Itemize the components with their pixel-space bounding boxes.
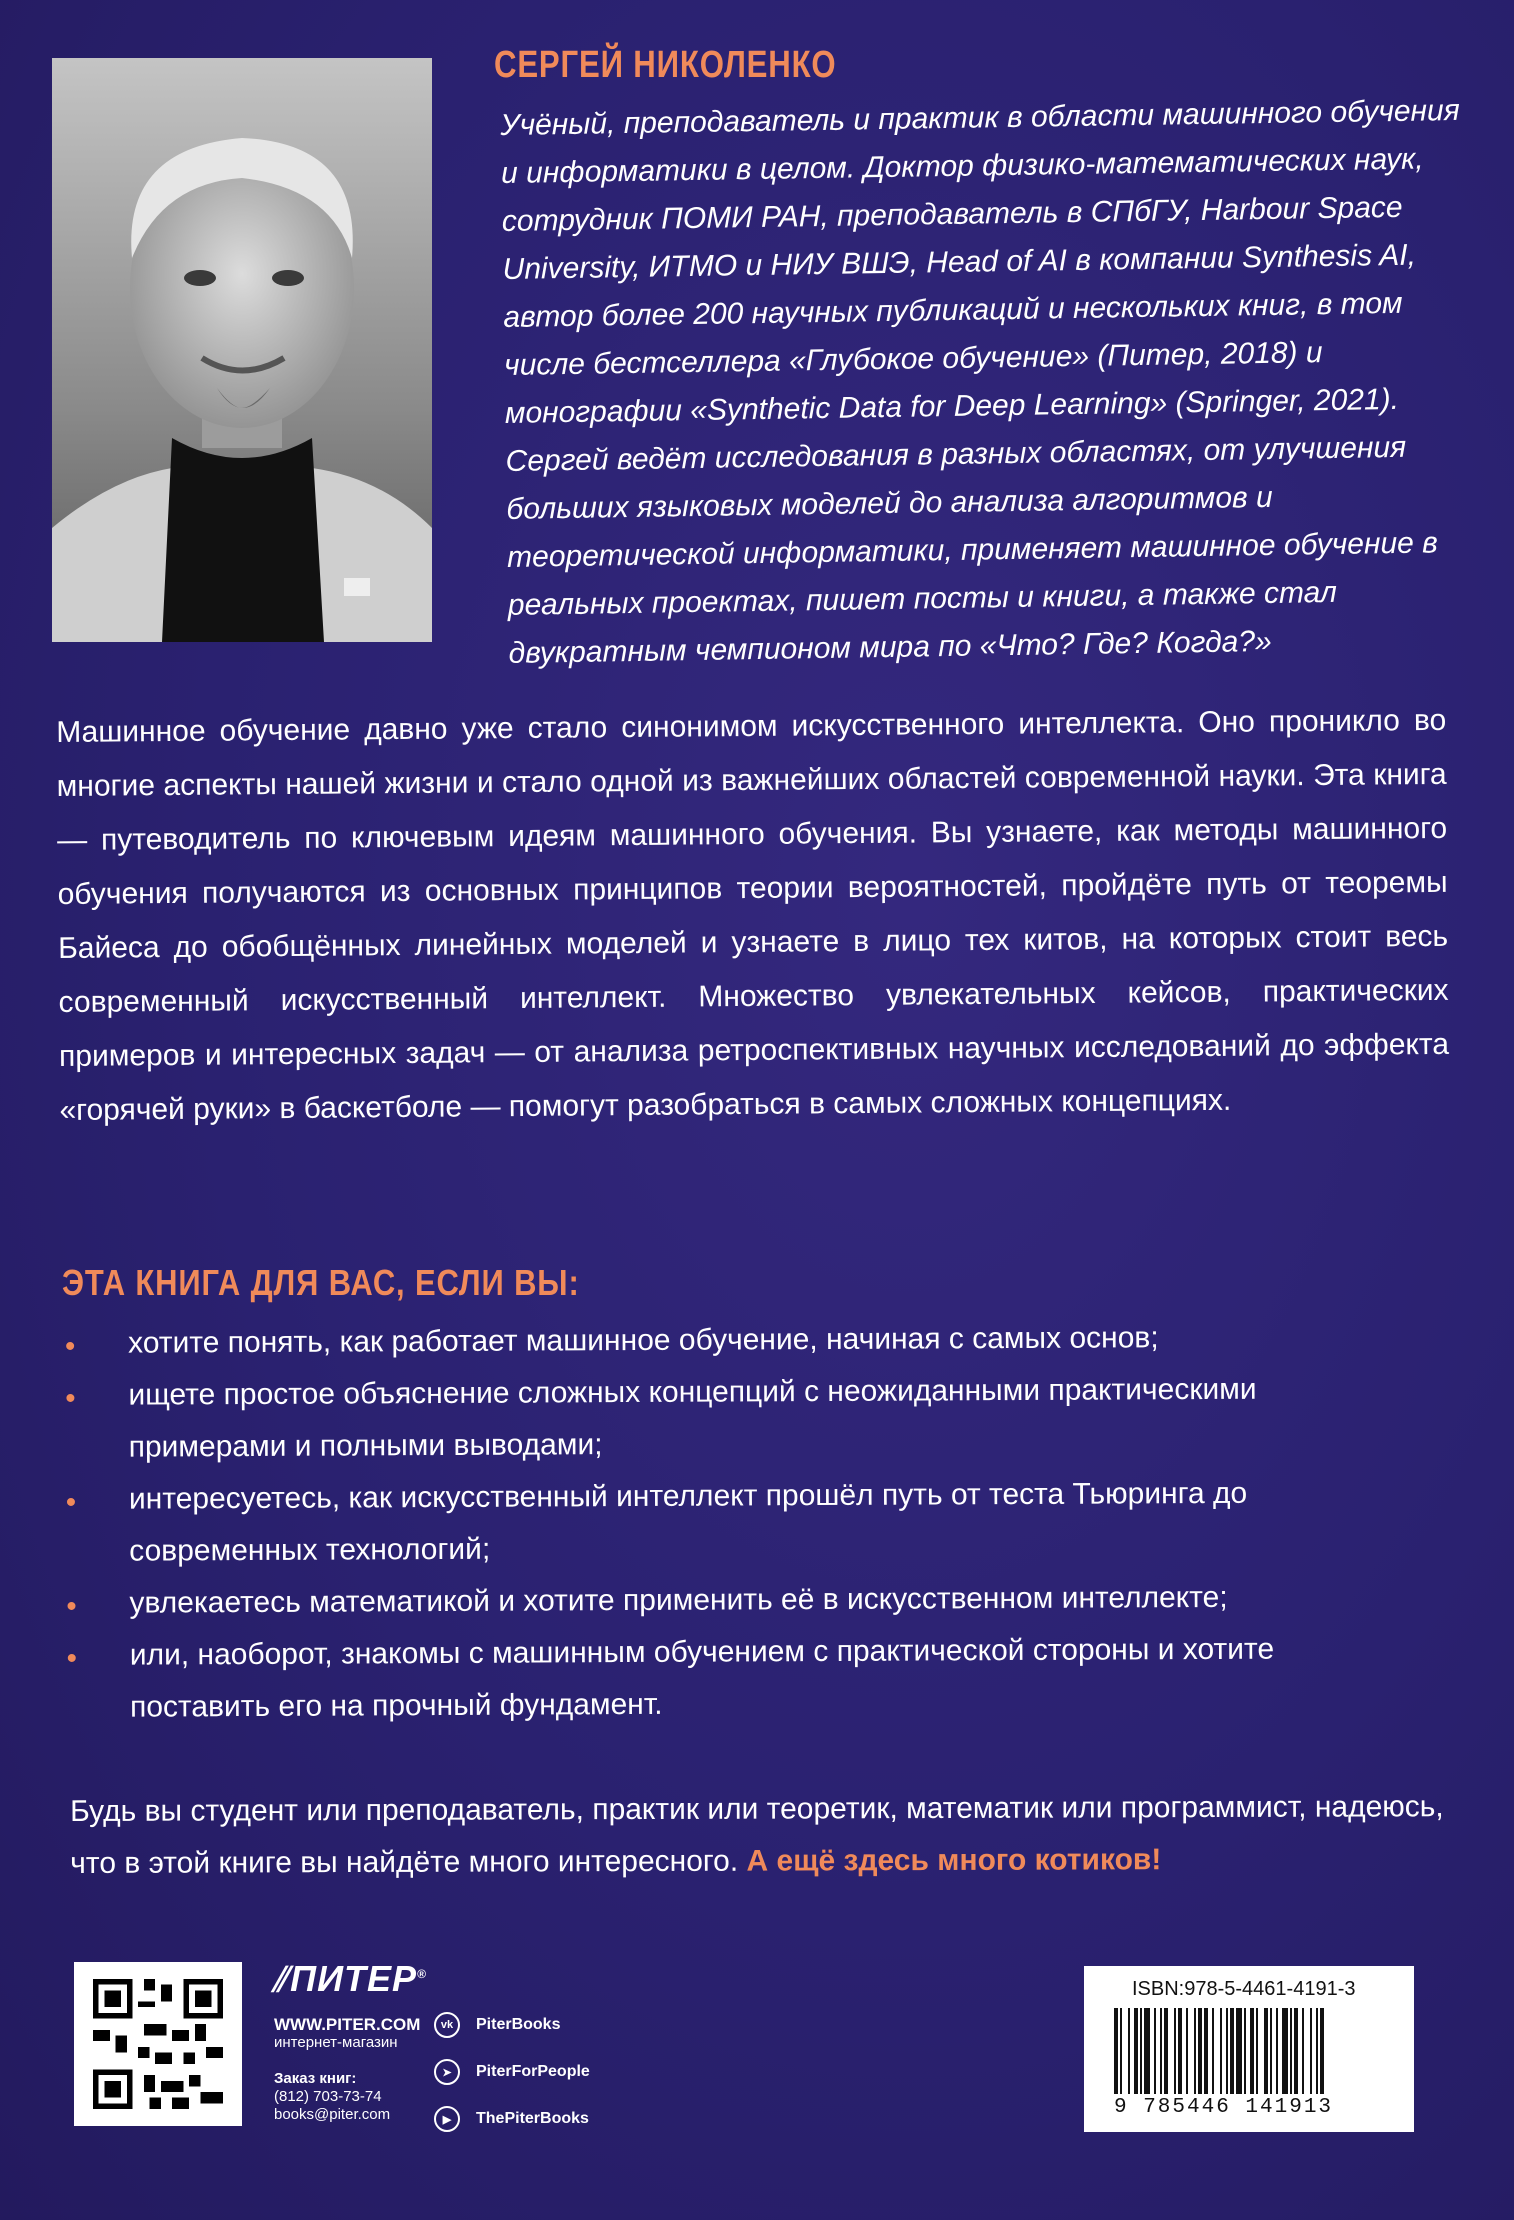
barcode-bar (1154, 2008, 1156, 2094)
barcode-bar (1302, 2008, 1304, 2094)
social-links (434, 2010, 590, 2151)
barcode-bar (1164, 2008, 1168, 2094)
barcode-bar (1134, 2008, 1138, 2094)
barcode-bar (1212, 2008, 1214, 2094)
list-item-text: ищете простое объяснение сложных концепций с неожиданными практическими примерами и полными выводами; (128, 1372, 1257, 1464)
barcode-bar (1128, 2008, 1130, 2094)
bullet-icon (68, 1654, 76, 1662)
isbn-label: ISBN:978-5-4461-4191-3 (1132, 1978, 1356, 2000)
list-item-text: интересуетесь, как искусственный интеллект прошёл путь от теста Тьюринга до современных технологий; (128, 1476, 1248, 1568)
orders-label: Заказ книг: (274, 2070, 357, 2087)
barcode-bar (1186, 2008, 1188, 2094)
barcode-bar (1174, 2008, 1176, 2094)
barcode-bar (1178, 2008, 1182, 2094)
publisher-logo-text: ПИТЕР (290, 1958, 417, 1999)
list-item (60, 1311, 1360, 1370)
author-photo (52, 58, 432, 642)
social-label: PiterForPeople (476, 2063, 590, 2080)
author-name: СЕРГЕЙ НИКОЛЕНКО (494, 44, 837, 86)
list-item (61, 1571, 1361, 1630)
social-link-youtube[interactable] (434, 2104, 590, 2134)
site-caption: интернет-магазин (274, 2034, 398, 2051)
barcode-bar (1114, 2008, 1118, 2094)
barcode-bar (1144, 2008, 1150, 2094)
list-item-text: увлекаетесь математикой и хотите применить её в искусственном интеллекте; (129, 1580, 1228, 1620)
qr-code[interactable] (74, 1962, 242, 2126)
vk-icon: vk (434, 2012, 460, 2038)
author-bio: Учёный, преподаватель и практик в области машинного обучения и информатики в целом. Доктор физико-математических наук, сотрудник ПОМИ РАН, преподаватель в СПбГУ, Harbour Space University, ИТМО и НИУ ВШЭ, Head of AI в компании Synthesis AI, автор более 200 научных публикаций и нескольких книг, в том числе бестселлера «Глубокое обучение» (Питер, 2018) и монографии «Synthetic Data for Deep Learning» (Springer, 2021). Сергей ведёт исследования в разных областях, от улучшения больших языковых моделей до анализа алгоритмов и теоретической информатики, применяет машинное обучение в реальных проектах, пишет посты и книги, а также стал двукратным чемпионом мира по «Что? Где? Когда?» (500, 93, 1461, 670)
barcode-bar (1264, 2008, 1268, 2094)
telegram-icon: ➤ (434, 2059, 460, 2085)
bullet-icon (66, 1342, 74, 1350)
audience-title: ЭТА КНИГА ДЛЯ ВАС, ЕСЛИ ВЫ: (62, 1262, 580, 1303)
barcode-bar (1236, 2008, 1242, 2094)
play-icon: ▶ (434, 2106, 460, 2132)
list-item-text: хотите понять, как работает машинное обучение, начиная с самых основ; (128, 1321, 1159, 1360)
audience-list (60, 1311, 1362, 1734)
list-item-text: или, наоборот, знакомы с машинным обучением с практической стороны и хотите поставить его на прочный фундамент. (129, 1632, 1275, 1724)
barcode-bar (1282, 2008, 1288, 2094)
bullet-icon (67, 1602, 75, 1610)
barcode-bar (1320, 2008, 1324, 2094)
list-item (60, 1363, 1361, 1474)
barcode-bar (1310, 2008, 1312, 2094)
barcode-bar (1270, 2008, 1272, 2094)
barcode-bar (1230, 2008, 1234, 2094)
barcode-bar (1256, 2008, 1258, 2094)
barcode-bar (1198, 2008, 1202, 2094)
barcode-bar (1140, 2008, 1142, 2094)
qr-code-image (74, 1962, 242, 2126)
barcode-bar (1316, 2008, 1318, 2094)
logo-mark-icon: ⫽ (272, 1961, 289, 1999)
barcode-bar (1244, 2008, 1246, 2094)
social-label: ThePiterBooks (476, 2110, 589, 2127)
bullet-icon (66, 1394, 74, 1402)
barcode-bar (1294, 2008, 1298, 2094)
book-description: Машинное обучение давно уже стало синонимом искусственного интеллекта. Оно проникло во многие аспекты нашей жизни и стало одной из важнейших областей современной науки. Эта книга — путеводитель по ключевым идеям машинного обучения. Вы узнаете, как методы машинного обучения получаются из основных принципов теории вероятностей, пройдёте путь от теоремы Байеса до обобщённых линейных моделей и узнаете в лицо тех китов, на которых стоит весь современный искусственный интеллект. Множество увлекательных кейсов, практических примеров и интересных задач — от анализа ретроспективных научных исследований до эффекта «горячей руки» в баскетболе — помогут разобраться в самых сложных концепциях. (56, 703, 1450, 1127)
bullet-icon (67, 1498, 75, 1506)
social-link-vk[interactable] (434, 2010, 590, 2040)
social-label: PiterBooks (476, 2016, 561, 2033)
barcode-bar (1226, 2008, 1228, 2094)
barcode-bars (1114, 2008, 1390, 2094)
publisher-logo (272, 1958, 427, 2000)
orders-contact (274, 2070, 390, 2124)
barcode-bar (1290, 2008, 1292, 2094)
closing-paragraph (70, 1781, 1450, 1890)
barcode-digits: 9 785446 141913 (1114, 2096, 1334, 2119)
list-item (62, 1623, 1363, 1734)
barcode-bar (1120, 2008, 1122, 2094)
barcode-bar (1250, 2008, 1254, 2094)
barcode-bar (1160, 2008, 1162, 2094)
isbn-barcode (1084, 1966, 1414, 2132)
list-item (61, 1467, 1362, 1578)
closing-highlight: А ещё здесь много котиков! (746, 1843, 1162, 1878)
publisher-site[interactable] (274, 2016, 420, 2052)
social-link-telegram[interactable] (434, 2057, 590, 2087)
barcode-bar (1204, 2008, 1208, 2094)
registered-mark-icon: ® (416, 1967, 427, 1981)
barcode-bar (1220, 2008, 1222, 2094)
barcode-bar (1194, 2008, 1196, 2094)
closing-text: Будь вы студент или преподаватель, практик или теоретик, математик или программист, надеюсь, что в этой книге вы найдёте много интересного. (70, 1790, 1444, 1880)
orders-phone: (812) 703-73-74 (274, 2088, 382, 2105)
orders-email[interactable]: books@piter.com (274, 2106, 391, 2123)
barcode-bar (1276, 2008, 1278, 2094)
site-url[interactable]: WWW.PITER.COM (274, 2015, 421, 2034)
